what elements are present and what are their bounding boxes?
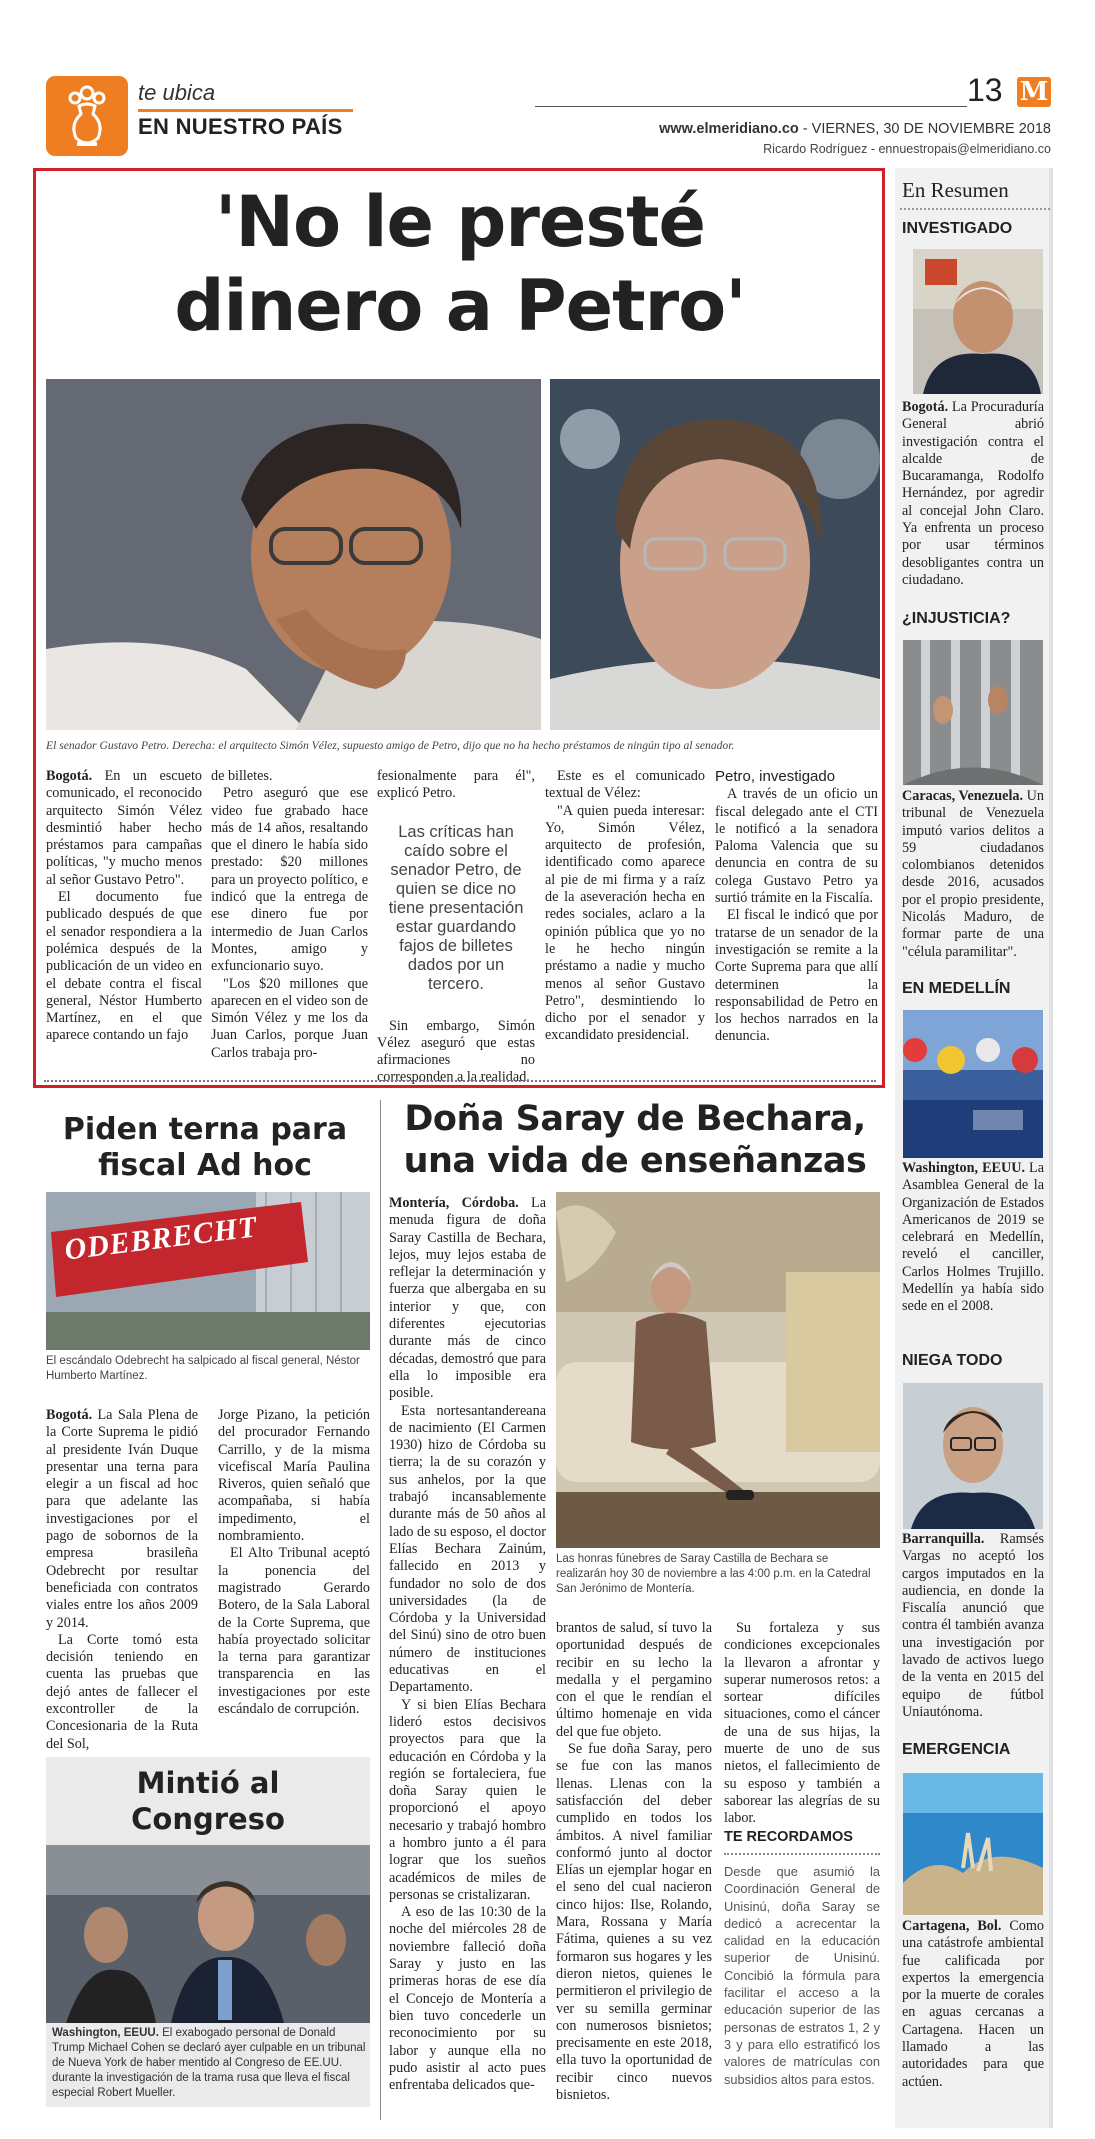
section-logo-box — [46, 76, 128, 156]
column-divider — [380, 1100, 381, 2120]
main-headline — [40, 180, 880, 348]
remember-box-title: TE RECORDAMOS — [724, 1829, 853, 1845]
section-kicker: te ubica — [138, 80, 216, 105]
m-brand-icon — [1017, 77, 1051, 107]
brand-letter: M — [1019, 77, 1049, 107]
sidebar-title: En Resumen — [902, 178, 1009, 202]
sidebar-text-emergencia: Cartagena, Bol. Como una catástrofe ambiental fue calificada por expertos la emergencia por la muerte de corales en aguas cercanas a Cartagena. Hacen un llamado a las autoridades para que actúen. — [902, 1918, 1044, 2090]
fiscal-col-2: Jorge Pizano, la petición del procurador Fernando Carrillo, y de la misma vicefiscal María Paulina Riveros, quien señaló que acompañaba, si había impedimento, el nombramiento. El Alto Tribunal aceptó la ponencia del magistrado Gerardo Botero, de la Sala Laboral de la Corte Suprema, que había proyectado solicitar la terna para garantizar transparencia en las investigaciones por este escándalo de corrupción. — [218, 1407, 370, 1718]
odebrecht-caption: El escándalo Odebrecht ha salpicado al fiscal general, Néstor Humberto Martínez. — [46, 1355, 360, 1382]
congress-caption: Washington, EEUU. El exabogado personal de Donald Trump Michael Cohen se declaró ayer culpable en un tribunal de Nueva York de haber mentido al Congreso de EE.UU. durante la investigación de la trama rusa que lleva el fiscal especial Robert Mueller. — [52, 2027, 366, 2099]
sidebar-text-niega-todo: Barranquilla. Ramsés Vargas no aceptó los cargos imputados en la audiencia, en donde la Fiscalía anunció que contra él también avanza una investigación por lavado de activos luego de la venta en 2015 del equipo de fútbol Uniautónoma. — [902, 1531, 1044, 1720]
main-headline-line1: 'No le presté — [214, 181, 706, 263]
petro-photo — [46, 379, 541, 730]
main-col-2: de billetes. Petro aseguró que ese video fue grabado hace más de 14 años, resaltando que el dinero le había sido prestado: $20 millones para un proyecto político, e indicó que la entrega de ese dinero fue por intermedio de Juan Carlos Montes, amigo y exfuncionario suyo. "Los $20 millones que aparecen en el video son de Simón Vélez y me los da Juan Carlos, porque Juan Carlos trabaja pro- — [211, 768, 368, 1061]
main-col-5: Petro, investigado A través de un oficio un fiscal delegado ante el CTI le notificó a la senadora Paloma Valencia que su denuncia en contra de su colega Gustavo Petro ya surtió trámite en la Fiscalía. El fiscal le indicó que por tratarse de un senador de la investigación se remite a la Corte Suprema para que allí determinen la responsabilidad de Petro en los hechos narrados en la denuncia. — [715, 768, 878, 1045]
saray-caption: Las honras fúnebres de Saray Castilla de Bechara se realizarán hoy 30 de noviembre a las 4:00 p.m. en la Catedral San Jerónimo de Montería. — [556, 1553, 871, 1595]
main-bottom-dotted — [44, 1080, 876, 1082]
vargas-photo — [903, 1383, 1043, 1529]
fiscal-headline: Piden terna para fiscal Ad hoc — [62, 1112, 348, 1183]
congress-headline: Mintió al Congreso — [131, 1766, 285, 1836]
sidebar-head-niega-todo: NIEGA TODO — [902, 1352, 1003, 1369]
vase-logo-icon — [46, 76, 128, 156]
issue-date: - VIERNES, 30 DE NOVIEMBRE 2018 — [798, 121, 1051, 137]
site-url[interactable]: www.elmeridiano.co — [659, 121, 799, 137]
header-top-rule — [535, 106, 967, 107]
saray-headline: Doña Saray de Bechara, una vida de enseñanzas — [403, 1099, 867, 1181]
sidebar-head-medellin: EN MEDELLÍN — [902, 980, 1011, 997]
author-line: Ricardo Rodríguez - ennuestropais@elmeridiano.co — [763, 142, 1051, 156]
sidebar-title-rule — [900, 208, 1050, 210]
main-col-1: Bogotá. En un escueto comunicado, el reconocido arquitecto Simón Vélez desmintió haber hecho préstamos para campañas políticas, "y mucho menos al señor Gustavo Petro". El documento fue publicado después de que el senador respondiera a la polémica después de la publicación de un video en el debate contra el fiscal general, Néstor Humberto Martínez, en el que aparece contando un fajo — [46, 768, 202, 1044]
remember-box-rule — [724, 1853, 880, 1855]
sidebar-text-medellin: Washington, EEUU. La Asamblea General de la Organización de Estados Americanos de 2019 se celebrará en Medellín, reveló el canciller, Carlos Holmes Trujillo. Medellín ya había sido sede en el 2008. — [902, 1160, 1044, 1315]
remember-box-text: Desde que asumió la Coordinación General de Unisinú, doña Saray se dedicó a acrecentar la calidad en la educación superior de Unisinú. Concibió la fórmula para facilitar el acceso a la educación superior de las personas de estratos 1, 2 y 3 y para ello estratificó los valores de matrículas con subsidios altos para estos. — [724, 1864, 880, 2087]
saray-photo — [556, 1192, 880, 1548]
sidebar-text-injusticia: Caracas, Venezuela. Un tribunal de Venezuela imputó varios delitos a 59 ciudadanos colombianos detenidos desde 2016, acusados por el propio presidente, Nicolás Maduro, de formar parte de una "célula paramilitar". — [902, 788, 1044, 960]
saray-col-3: Su fortaleza y sus condiciones excepcionales la llevaron a afrontar y superar numerosos retos: a sortear difíciles situaciones, como el cáncer de una de sus hijas, la muerte de uno de sus nietos, el fallecimiento de su esposo y también a saborear las alegrías de su labor. — [724, 1620, 880, 1827]
odebrecht-sign-text: ODEBRECHT — [62, 1210, 260, 1267]
hernandez-photo — [913, 249, 1043, 394]
saray-col-2: brantos de salud, sí tuvo la oportunidad después de recibir en su lecho la medalla y el pergamino con el que le rendían el último homenaje en vida del que fue objeto. Se fue doña Saray, pero se fue con las manos llenas. Llenas con la satisfacción del deber cumplido en todos los ámbitos. A nivel familiar conformó junto al doctor Elías un ejemplar hogar en el seno del cual nacieron cinco hijos: Ilse, Rolando, Mara, Rossana y María Fátima, quienes a su vez formaron sus hogares y les dieron nietos, quienes le permitieron el privilegio de ver su semilla germinar con numerosos bisnietos; precisamente en este 2018, ella tuvo la oportunidad de recibir cinco nuevos bisnietos. — [556, 1620, 712, 2104]
section-kicker-rule — [138, 109, 353, 112]
main-col-4: Este es el comunicado textual de Vélez: "A quien pueda interesar: Yo, Simón Vélez, arquitecto de profesión, identificado como aparece al pie de mi firma y a raíz de la aseveración hecha en redes sociales, aclaro a la opinión pública que yo no le he hecho ningún préstamo a nadie y mucho menos al señor Gustavo Petro", desmintiendo lo dicho por el senador y excandidato presidencial. — [545, 768, 705, 1044]
main-photo-caption: El senador Gustavo Petro. Derecha: el arquitecto Simón Vélez, supuesto amigo de Petro, dijo que no ha hecho préstamos de ningún tipo al senador. — [46, 739, 735, 752]
page-number: 13 — [967, 72, 1003, 108]
sidebar-head-emergencia: EMERGENCIA — [902, 1741, 1011, 1758]
main-dateline: Bogotá. — [46, 768, 93, 784]
sidebar-text-investigado: Bogotá. La Procuraduría General abrió investigación contra el alcalde de Bucaramanga, Rodolfo Hernández, por agredir al concejal John Claro. Ya enfrenta un proceso por usar términos desobligantes contra un ciudadano. — [902, 399, 1044, 588]
section-title: EN NUESTRO PAÍS — [138, 114, 343, 139]
pullquote: Las críticas han caído sobre el senador Petro, de quien se dice no tiene presentación estar guardando fajos de billetes dados por un tercero. — [388, 822, 524, 993]
sidebar-head-injusticia: ¿INJUSTICIA? — [902, 610, 1011, 627]
cohen-photo — [46, 1845, 370, 2023]
sidebar-head-investigado: INVESTIGADO — [902, 220, 1013, 237]
site-date-line — [640, 121, 1051, 137]
saray-col-1: Montería, Córdoba. La menuda figura de doña Saray Castilla de Bechara, lejos, muy lejos estaba de reflejar la determinación y fuerza que albergaba en su interior y que, con diferentes ejecutorias durante más de cinco décadas, demostró que para ella lo imposible era posible. Esta nortesantandereana de nacimiento (El Carmen 1930) hizo de Córdoba su tierra; la de su corazón y sus anhelos, por la que trabajó incansablemente durante más de 50 años al lado de su esposo, el doctor Elías Bechara Zainúm, fallecido en 2013 y fundador no solo de dos universidades (la de Córdoba y la Universidad del Sinú) sino de otro buen número de instituciones educativas en el Departamento. Y si bien Elías Bechara lideró estos decisivos proyectos para que la educación en Córdoba y la región se fortaleciera, fue doña Saray quien le proporcionó el apoyo necesario y trabajó hombro a hombro junto a él para lograr que los sueños académicos de miles de personas se cristalizaran. A eso de las 10:30 de la noche del miércoles 28 de noviembre falleció doña Saray y justo en las primeras horas de ese día el Concejo de Montería a bien tuvo concederle un reconocimiento por su labor y aunque ella no pudo asistir al acto pues enfrentaba delicados que- — [389, 1195, 546, 2094]
coral-photo — [903, 1773, 1043, 1915]
odebrecht-photo — [46, 1192, 370, 1350]
jail-photo — [903, 640, 1043, 785]
fiscal-col-1: Bogotá. La Sala Plena de la Corte Suprema le pidió al presidente Iván Duque presentar una terna para elegir a un fiscal ad hoc para que adelante las investigaciones por el pago de sobornos de la empresa brasileña Odebrecht por resultar beneficiada con contratos viales entre los años 2009 y 2014. La Corte tomó esta decisión teniendo en cuenta las pruebas que dejó antes de fallecer el excontroller de la Concesionaria de la Ruta del Sol, — [46, 1407, 198, 1752]
oea-flags-photo — [903, 1010, 1043, 1158]
main-col-3: fesionalmente para él", explicó Petro. Las críticas han caído sobre el senador Petro, de quien se dice no tiene presentación estar guardando fajos de billetes dados por un tercero. Sin embargo, Simón Vélez aseguró que estas afirmaciones no corresponden a la realidad. — [377, 768, 535, 1086]
main-subhead: Petro, investigado — [715, 768, 836, 785]
velez-photo — [550, 379, 880, 730]
main-headline-line2: dinero a Petro' — [174, 265, 746, 347]
